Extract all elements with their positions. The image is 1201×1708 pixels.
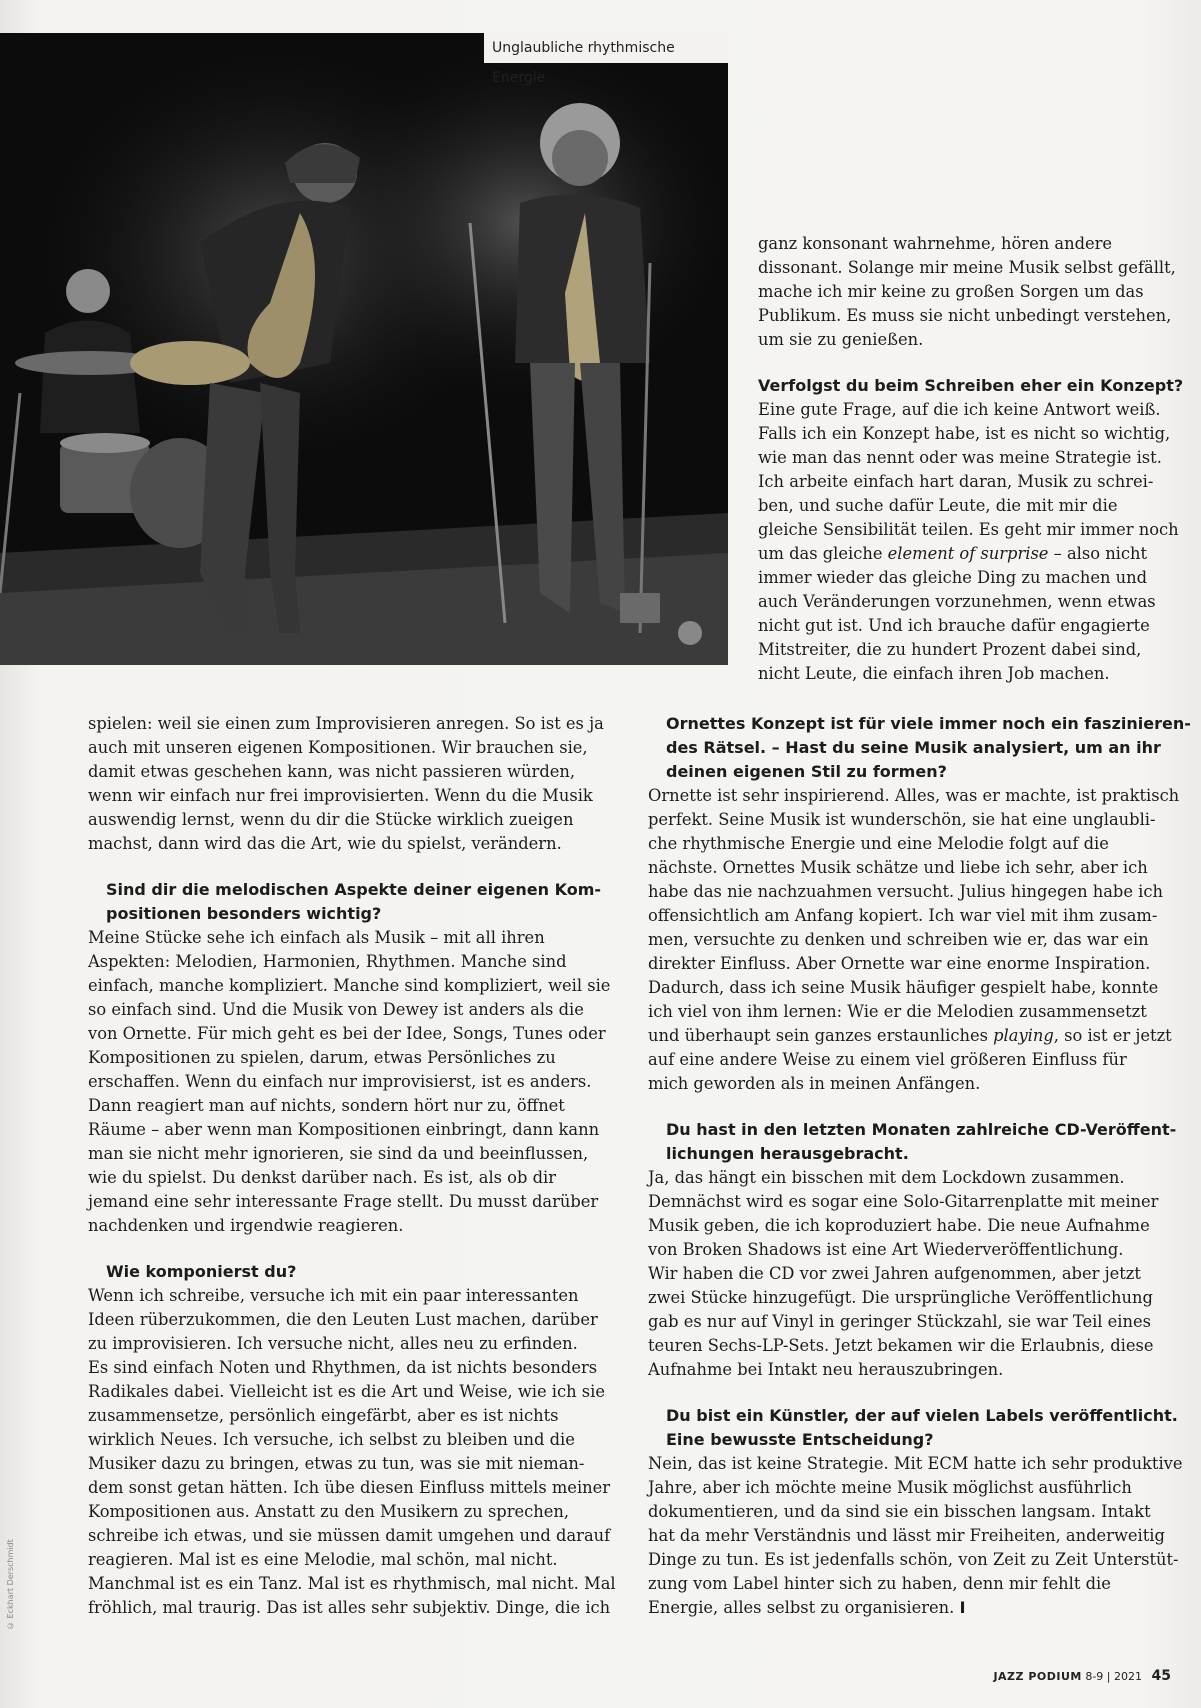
text-line: men, versuchte zu denken und schreiben wie er, das war ein: [648, 930, 1149, 949]
left-column: [88, 712, 616, 1620]
text-line: wie man das nennt oder was meine Strategie ist.: [758, 448, 1162, 467]
text-line: hat da mehr Verständnis und lässt mir Freiheiten, anderweitig: [648, 1526, 1165, 1545]
text-line: fröhlich, mal traurig. Das ist alles sehr subjektiv. Dinge, die ich: [88, 1598, 611, 1617]
interview-question: Sind dir die melodischen Aspekte deiner eigenen Kom-: [106, 880, 602, 899]
text-line: erschaffen. Wenn du einfach nur improvisierst, ist es anders.: [88, 1072, 592, 1091]
text-line: offensichtlich am Anfang kopiert. Ich war viel mit ihm zusam-: [648, 906, 1158, 925]
text-line: Kompositionen zu spielen, darum, etwas Persönliches zu: [88, 1048, 556, 1067]
text-line: so einfach sind. Und die Musik von Dewey ist anders als die: [88, 1000, 584, 1019]
text-line: gab es nur auf Vinyl in geringer Stückzahl, sie war Teil eines: [648, 1312, 1151, 1331]
text-line: che rhythmische Energie und eine Melodie folgt auf die: [648, 834, 1109, 853]
text-line: gleiche Sensibilität teilen. Es geht mir immer noch: [758, 520, 1179, 539]
text-line: nachdenken und irgendwie reagieren.: [88, 1216, 404, 1235]
text-line: auch Veränderungen vorzunehmen, wenn etwas: [758, 592, 1156, 611]
text-line: Wenn ich schreibe, versuche ich mit ein paar interessanten: [88, 1286, 579, 1305]
text-line: immer wieder das gleiche Ding zu machen und: [758, 568, 1148, 587]
text-line: Manchmal ist es ein Tanz. Mal ist es rhythmisch, mal nicht. Mal: [88, 1574, 616, 1593]
text-line: auch mit unseren eigenen Kompositionen. Wir brauchen sie,: [88, 738, 588, 757]
right-column-top: [758, 232, 1183, 686]
text-line: wirklich Neues. Ich versuche, ich selbst zu bleiben und die: [88, 1430, 575, 1449]
text-line: machst, dann wird das die Art, wie du spielst, verändern.: [88, 834, 562, 853]
interview-question: Du bist ein Künstler, der auf vielen Labels veröffentlicht.: [666, 1406, 1178, 1425]
text-line: auswendig lernst, wenn du dir die Stücke wirklich zueigen: [88, 810, 574, 829]
text-line: zusammensetze, persönlich eingefärbt, aber es ist nichts: [88, 1406, 559, 1425]
text-line: [648, 1596, 1191, 1620]
text-span: , so ist er jetzt: [1053, 1026, 1172, 1045]
text-line: Demnächst wird es sogar eine Solo-Gitarrenplatte mit meiner: [648, 1192, 1159, 1211]
text-line: wie du spielst. Du denkst darüber nach. Es ist, als ob dir: [88, 1168, 556, 1187]
right-column-bottom: [648, 712, 1191, 1620]
text-line: jemand eine sehr interessante Frage stellt. Du musst darüber: [88, 1192, 599, 1211]
text-line: man sie nicht mehr ignorieren, sie sind da und beeinflussen,: [88, 1144, 589, 1163]
photo-caption: Unglaubliche rhythmische Energie: [484, 33, 728, 63]
text-line: einfach, manche kompliziert. Manche sind kompliziert, weil sie: [88, 976, 611, 995]
text-line: zwei Stücke hinzugefügt. Die ursprüngliche Veröffentlichung: [648, 1288, 1153, 1307]
text-line: Ich arbeite einfach hart daran, Musik zu schrei-: [758, 472, 1154, 491]
text-line: dem sonst getan hätten. Ich übe diesen Einfluss mittels meiner: [88, 1478, 611, 1497]
text-line: um sie zu genießen.: [758, 330, 924, 349]
text-line: Meine Stücke sehe ich einfach als Musik – mit all ihren: [88, 928, 545, 947]
emphasis: element of surprise: [887, 544, 1049, 563]
text-line: Mitstreiter, die zu hundert Prozent dabei sind,: [758, 640, 1142, 659]
text-span: um das gleiche: [758, 544, 888, 563]
text-line: ganz konsonant wahrnehme, hören andere: [758, 234, 1113, 253]
text-line: Publikum. Es muss sie nicht unbedingt verstehen,: [758, 306, 1172, 325]
page-number: 45: [1151, 1668, 1171, 1684]
interview-question: Eine bewusste Entscheidung?: [666, 1430, 934, 1449]
interview-question: lichungen herausgebracht.: [666, 1144, 909, 1163]
text-line: Es sind einfach Noten und Rhythmen, da ist nichts besonders: [88, 1358, 598, 1377]
interview-question: deinen eigenen Stil zu formen?: [666, 762, 947, 781]
text-line: [648, 1024, 1191, 1048]
photo-illustration: [0, 33, 728, 665]
text-line: Aufnahme bei Intakt neu herauszubringen.: [648, 1360, 1004, 1379]
text-line: nicht gut ist. Und ich brauche dafür engagierte: [758, 616, 1150, 635]
text-line: dissonant. Solange mir meine Musik selbst gefällt,: [758, 258, 1176, 277]
page-footer: [993, 1668, 1171, 1684]
text-line: ben, und suche dafür Leute, die mit mir die: [758, 496, 1118, 515]
text-line: Jahre, aber ich möchte meine Musik möglichst ausführlich: [648, 1478, 1132, 1497]
text-line: wenn wir einfach nur frei improvisierten. Wenn du die Musik: [88, 786, 593, 805]
text-line: [758, 542, 1183, 566]
text-line: mich geworden als in meinen Anfängen.: [648, 1074, 981, 1093]
text-line: Radikales dabei. Vielleicht ist es die Art und Weise, wie ich sie: [88, 1382, 605, 1401]
text-line: Nein, das ist keine Strategie. Mit ECM hatte ich sehr produktive: [648, 1454, 1183, 1473]
concert-photo: [0, 33, 728, 665]
interview-question: positionen besonders wichtig?: [106, 904, 382, 923]
text-line: Musik geben, die ich koproduziert habe. Die neue Aufnahme: [648, 1216, 1150, 1235]
text-line: nicht Leute, die einfach ihren Job machen.: [758, 664, 1110, 683]
end-mark: I: [959, 1598, 966, 1617]
interview-question: Wie komponierst du?: [106, 1262, 297, 1281]
interview-question: des Rätsel. – Hast du seine Musik analysiert, um an ihr: [666, 738, 1161, 757]
text-line: Ideen rüberzukommen, die den Leuten Lust machen, darüber: [88, 1310, 598, 1329]
text-line: damit etwas geschehen kann, was nicht passieren würden,: [88, 762, 576, 781]
text-line: Ornette ist sehr inspirierend. Alles, was er machte, ist praktisch: [648, 786, 1180, 805]
text-line: Wir haben die CD vor zwei Jahren aufgenommen, aber jetzt: [648, 1264, 1141, 1283]
text-line: schreibe ich etwas, und sie müssen damit umgehen und darauf: [88, 1526, 611, 1545]
text-line: Falls ich ein Konzept habe, ist es nicht so wichtig,: [758, 424, 1171, 443]
text-span: und überhaupt sein ganzes erstaunliches: [648, 1026, 994, 1045]
interview-question: Ornettes Konzept ist für viele immer noch ein faszinieren-: [666, 714, 1191, 733]
text-line: zu improvisieren. Ich versuche nicht, alles neu zu erfinden.: [88, 1334, 578, 1353]
emphasis: playing: [993, 1026, 1054, 1045]
issue-number: 8-9 | 2021: [1085, 1670, 1143, 1683]
text-line: direkter Einfluss. Aber Ornette war eine enorme Inspiration.: [648, 954, 1151, 973]
text-line: zung vom Label hinter sich zu haben, denn mir fehlt die: [648, 1574, 1111, 1593]
interview-question: Du hast in den letzten Monaten zahlreiche CD-Veröffent-: [666, 1120, 1177, 1139]
text-line: Dann reagiert man auf nichts, sondern hört nur zu, öffnet: [88, 1096, 565, 1115]
text-line: Aspekten: Melodien, Harmonien, Rhythmen. Manche sind: [88, 952, 567, 971]
text-line: spielen: weil sie einen zum Improvisieren anregen. So ist es ja: [88, 714, 604, 733]
text-line: Musiker dazu zu bringen, etwas zu tun, was sie mit nieman-: [88, 1454, 585, 1473]
text-line: Ja, das hängt ein bisschen mit dem Lockdown zusammen.: [648, 1168, 1125, 1187]
photo-credit: © Eckhart Derschmidt: [6, 1539, 15, 1630]
text-line: Kompositionen aus. Anstatt zu den Musikern zu sprechen,: [88, 1502, 570, 1521]
text-line: dokumentieren, und da sind sie ein bisschen langsam. Intakt: [648, 1502, 1151, 1521]
text-line: habe das nie nachzuahmen versucht. Julius hingegen habe ich: [648, 882, 1163, 901]
text-line: Dinge zu tun. Es ist jedenfalls schön, von Zeit zu Zeit Unterstüt-: [648, 1550, 1179, 1569]
interview-question: Verfolgst du beim Schreiben eher ein Konzept?: [758, 376, 1184, 395]
text-line: Dadurch, dass ich seine Musik häufiger gespielt habe, konnte: [648, 978, 1159, 997]
text-line: reagieren. Mal ist es eine Melodie, mal schön, mal nicht.: [88, 1550, 558, 1569]
magazine-name: JAZZ PODIUM: [993, 1670, 1082, 1683]
text-line: Eine gute Frage, auf die ich keine Antwort weiß.: [758, 400, 1161, 419]
text-span: – also nicht: [1048, 544, 1148, 563]
text-line: ich viel von ihm lernen: Wie er die Melodien zusammensetzt: [648, 1002, 1147, 1021]
text-line: auf eine andere Weise zu einem viel größeren Einfluss für: [648, 1050, 1127, 1069]
text-line: perfekt. Seine Musik ist wunderschön, sie hat eine unglaubli-: [648, 810, 1156, 829]
text-line: von Ornette. Für mich geht es bei der Idee, Songs, Tunes oder: [88, 1024, 606, 1043]
text-line: von Broken Shadows ist eine Art Wiederveröffentlichung.: [648, 1240, 1124, 1259]
text-line: Räume – aber wenn man Kompositionen einbringt, dann kann: [88, 1120, 600, 1139]
text-span: Energie, alles selbst zu organisieren.: [648, 1598, 955, 1617]
text-line: mache ich mir keine zu großen Sorgen um das: [758, 282, 1144, 301]
text-line: teuren Sechs-LP-Sets. Jetzt bekamen wir die Erlaubnis, diese: [648, 1336, 1154, 1355]
text-line: nächste. Ornettes Musik schätze und liebe ich sehr, aber ich: [648, 858, 1148, 877]
